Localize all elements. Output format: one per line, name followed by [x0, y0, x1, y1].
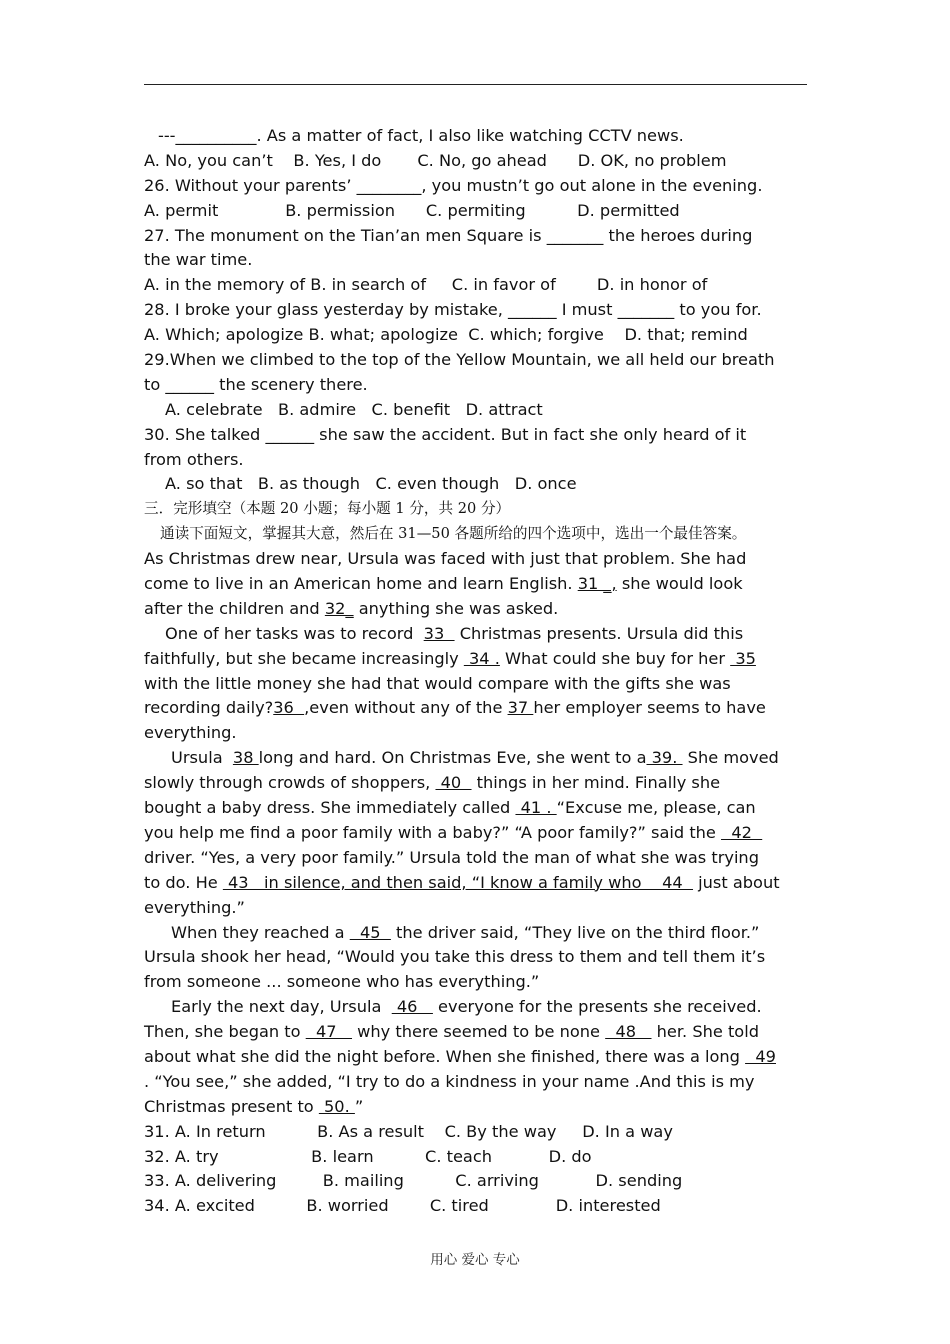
- text-line: [144, 622, 824, 647]
- text-line: [144, 597, 824, 622]
- answer-blank: 31 _,: [577, 574, 617, 594]
- text-line: [144, 497, 824, 522]
- text-line: [144, 721, 824, 746]
- text-line: [144, 248, 824, 273]
- answer-blank: 37: [507, 698, 534, 718]
- text-segment: One of her tasks was to record: [165, 623, 424, 643]
- text-line: [144, 273, 824, 298]
- text-segment: after the children and: [144, 598, 325, 618]
- text-line: [144, 298, 824, 323]
- answer-blank: 33: [423, 623, 455, 643]
- text-line: [144, 323, 824, 348]
- text-segment: A. so that B. as though C. even though D. once: [165, 474, 577, 494]
- answer-blank: 35: [730, 648, 756, 668]
- text-segment: to ______ the scenery there.: [144, 374, 368, 394]
- text-segment: about what she did the night before. When she finished, there was a long: [144, 1046, 746, 1066]
- answer-blank: 47: [305, 1022, 353, 1042]
- text-segment: you help me find a poor family with a baby?” “A poor family?” said the: [144, 822, 722, 842]
- text-segment: 33. A. delivering B. mailing C. arriving D. sending: [144, 1171, 683, 1191]
- page-footer: 用心 爱心 专心: [430, 1252, 520, 1268]
- text-segment: her employer seems to have: [533, 698, 766, 718]
- text-segment: A. Which; apologize B. what; apologize C. which; forgive D. that; remind: [144, 325, 748, 345]
- text-line: [144, 871, 824, 896]
- text-segment: anything she was asked.: [353, 598, 559, 618]
- text-segment: Ursula shook her head, “Would you take this dress to them and tell them it’s: [144, 947, 766, 967]
- text-segment: the war time.: [144, 250, 253, 270]
- text-segment: As Christmas drew near, Ursula was faced with just that problem. She had: [144, 549, 747, 569]
- answer-blank: 45: [349, 922, 391, 942]
- text-line: [144, 1169, 824, 1194]
- text-segment: A. No, you can’t B. Yes, I do C. No, go ahead D. OK, no problem: [144, 150, 727, 170]
- text-segment: everything.”: [144, 897, 245, 917]
- text-segment: recording daily?: [144, 698, 274, 718]
- text-line: [144, 771, 824, 796]
- text-line: [144, 423, 824, 448]
- text-line: [144, 896, 824, 921]
- text-segment: Christmas presents. Ursula did this: [454, 623, 744, 643]
- answer-blank: 43 in silence, and then said, “I know a family who 44: [222, 872, 694, 892]
- answer-blank: 32_: [324, 598, 354, 618]
- text-segment: 30. She talked ______ she saw the accident. But in fact she only heard of it: [144, 424, 747, 444]
- answer-blank: 40: [435, 773, 472, 793]
- answer-blank: 38: [232, 748, 259, 768]
- answer-blank: 41 .: [515, 798, 557, 818]
- text-line: [144, 1145, 824, 1170]
- text-line: [144, 224, 824, 249]
- text-segment: Ursula: [171, 748, 233, 768]
- text-segment: 31. A. In return B. As a result C. By the way D. In a way: [144, 1121, 673, 1141]
- text-segment: everyone for the presents she received.: [432, 997, 762, 1017]
- text-segment: 三．完形填空（本题 20 小题；每小题 1 分，共 20 分）: [144, 500, 511, 518]
- text-line: [144, 1045, 824, 1070]
- text-line: [144, 348, 824, 373]
- text-segment: bought a baby dress. She immediately called: [144, 798, 516, 818]
- text-segment: A. celebrate B. admire C. benefit D. attract: [165, 399, 543, 419]
- answer-blank: 49: [745, 1046, 776, 1066]
- text-line: [144, 846, 824, 871]
- text-line: [144, 522, 824, 547]
- text-line: [144, 124, 824, 149]
- text-line: [144, 472, 824, 497]
- text-line: [144, 672, 824, 697]
- text-segment: faithfully, but she became increasingly: [144, 648, 464, 668]
- text-segment: from others.: [144, 449, 244, 469]
- text-segment: to do. He: [144, 872, 223, 892]
- text-segment: 29.When we climbed to the top of the Yellow Mountain, we all held our breath: [144, 350, 775, 370]
- text-line: [144, 647, 824, 672]
- text-segment: why there seemed to be none: [352, 1022, 606, 1042]
- text-line: [144, 398, 824, 423]
- text-line: [144, 945, 824, 970]
- text-segment: 26. Without your parents’ ________, you mustn’t go out alone in the evening.: [144, 175, 763, 195]
- text-line: [144, 1070, 824, 1095]
- text-line: [144, 921, 824, 946]
- text-segment: A. permit B. permission C. permiting D. permitted: [144, 200, 680, 220]
- answer-blank: 36: [273, 698, 305, 718]
- text-segment: 34. A. excited B. worried C. tired D. interested: [144, 1196, 661, 1216]
- text-segment: Early the next day, Ursula: [171, 997, 392, 1017]
- answer-blank: 46: [391, 997, 433, 1017]
- text-segment: What could she buy for her: [499, 648, 731, 668]
- answer-blank: 34 .: [463, 648, 500, 668]
- text-segment: slowly through crowds of shoppers,: [144, 773, 436, 793]
- text-segment: driver. “Yes, a very poor family.” Ursula told the man of what she was trying: [144, 847, 759, 867]
- text-line: [144, 796, 824, 821]
- document-body: [144, 124, 824, 1219]
- text-line: [144, 448, 824, 473]
- text-line: [144, 373, 824, 398]
- header-rule: [144, 84, 807, 85]
- text-segment: everything.: [144, 723, 237, 743]
- text-segment: with the little money she had that would compare with the gifts she was: [144, 673, 731, 693]
- text-segment: “Excuse me, please, can: [556, 798, 756, 818]
- text-segment: Christmas present to: [144, 1096, 319, 1116]
- text-line: [144, 149, 824, 174]
- text-segment: When they reached a: [171, 922, 350, 942]
- text-segment: . “You see,” she added, “I try to do a kindness in your name .And this is my: [144, 1071, 755, 1091]
- text-segment: things in her mind. Finally she: [471, 773, 721, 793]
- text-line: [144, 1095, 824, 1120]
- text-segment: ”: [354, 1096, 364, 1116]
- text-line: [144, 1020, 824, 1045]
- text-line: [144, 821, 824, 846]
- text-line: [144, 547, 824, 572]
- text-segment: A. in the memory of B. in search of C. in favor of D. in honor of: [144, 275, 708, 295]
- text-segment: from someone ... someone who has everything.”: [144, 972, 540, 992]
- text-line: [144, 1120, 824, 1145]
- text-line: [144, 696, 824, 721]
- answer-blank: 42: [721, 822, 763, 842]
- text-segment: She moved: [682, 748, 779, 768]
- text-segment: Then, she began to: [144, 1022, 306, 1042]
- text-segment: just about: [693, 872, 780, 892]
- text-segment: the driver said, “They live on the third floor.”: [390, 922, 760, 942]
- text-line: [144, 572, 824, 597]
- text-segment: her. She told: [651, 1022, 759, 1042]
- answer-blank: 39.: [646, 748, 683, 768]
- text-line: [144, 174, 824, 199]
- text-segment: 通读下面短文，掌握其大意，然后在 31—50 各题所给的四个选项中，选出一个最佳答案。: [160, 525, 747, 543]
- text-segment: 28. I broke your glass yesterday by mistake, ______ I must _______ to you for.: [144, 300, 762, 320]
- text-segment: ---__________. As a matter of fact, I also like watching CCTV news.: [158, 126, 684, 145]
- answer-blank: 48: [605, 1022, 652, 1042]
- text-line: [144, 995, 824, 1020]
- text-line: [144, 970, 824, 995]
- text-segment: 32. A. try B. learn C. teach D. do: [144, 1146, 592, 1166]
- text-segment: ,even without any of the: [304, 698, 508, 718]
- text-line: [144, 746, 824, 771]
- text-segment: she would look: [616, 574, 743, 594]
- text-segment: 27. The monument on the Tian’an men Square is _______ the heroes during: [144, 225, 753, 245]
- text-segment: come to live in an American home and learn English.: [144, 574, 578, 594]
- text-segment: long and hard. On Christmas Eve, she went to a: [258, 748, 647, 768]
- text-line: [144, 1194, 824, 1219]
- answer-blank: 50.: [318, 1096, 355, 1116]
- text-line: [144, 199, 824, 224]
